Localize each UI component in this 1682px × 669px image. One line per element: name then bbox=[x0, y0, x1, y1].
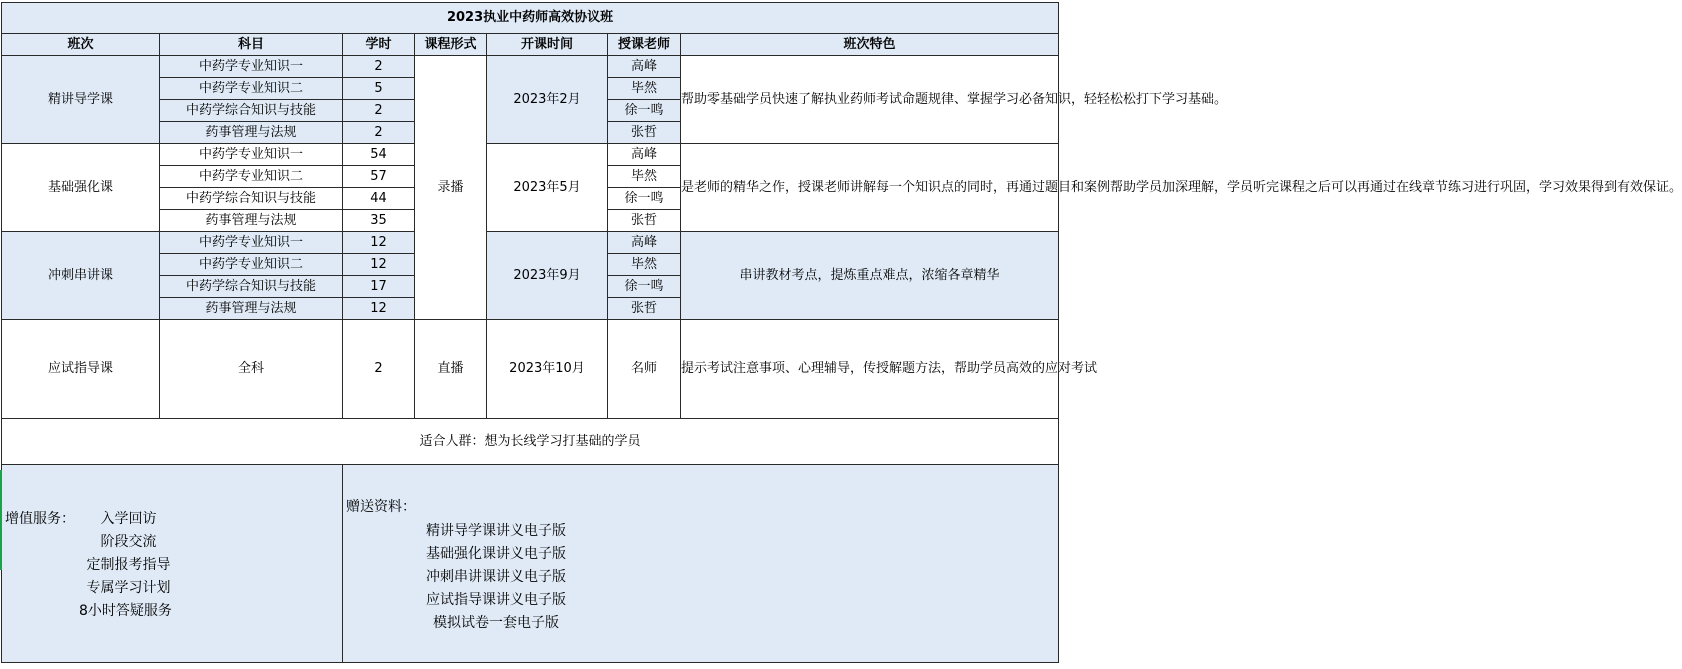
teacher-cell: 徐一鸣 bbox=[608, 188, 681, 210]
service-item: 8小时答疑服务 bbox=[79, 603, 172, 619]
subject-cell: 中药学专业知识一 bbox=[160, 56, 343, 78]
class-name: 精讲导学课 bbox=[2, 56, 160, 144]
hours-cell: 2 bbox=[343, 320, 415, 419]
gift-item: 精讲导学课讲义电子版 bbox=[426, 523, 566, 539]
hours-cell: 5 bbox=[343, 78, 415, 100]
subject-cell: 中药学综合知识与技能 bbox=[160, 188, 343, 210]
services-cell bbox=[2, 465, 343, 663]
feature-cell: 提示考试注意事项、心理辅导，传授解题方法，帮助学员高效的应对考试 bbox=[681, 320, 1059, 419]
header-subject: 科目 bbox=[160, 34, 343, 56]
gift-item: 应试指导课讲义电子版 bbox=[426, 592, 566, 608]
subject-cell: 中药学专业知识二 bbox=[160, 166, 343, 188]
subject-cell: 中药学专业知识二 bbox=[160, 78, 343, 100]
selection-edge-marker bbox=[0, 470, 2, 570]
hours-cell: 57 bbox=[343, 166, 415, 188]
teacher-cell: 张哲 bbox=[608, 298, 681, 320]
teacher-cell: 毕然 bbox=[608, 166, 681, 188]
header-class: 班次 bbox=[2, 34, 160, 56]
service-item: 专属学习计划 bbox=[86, 580, 171, 596]
start-cell: 2023年5月 bbox=[487, 144, 608, 232]
subject-cell: 药事管理与法规 bbox=[160, 210, 343, 232]
gifts-cell bbox=[343, 465, 1059, 663]
teacher-cell: 毕然 bbox=[608, 78, 681, 100]
feature-cell: 串讲教材考点，提炼重点难点，浓缩各章精华 bbox=[681, 232, 1059, 320]
subject-cell: 中药学专业知识二 bbox=[160, 254, 343, 276]
subject-cell: 全科 bbox=[160, 320, 343, 419]
teacher-cell: 徐一鸣 bbox=[608, 276, 681, 298]
hours-cell: 12 bbox=[343, 232, 415, 254]
header-teacher: 授课老师 bbox=[608, 34, 681, 56]
hours-cell: 44 bbox=[343, 188, 415, 210]
hours-cell: 2 bbox=[343, 100, 415, 122]
subject-cell: 中药学专业知识一 bbox=[160, 144, 343, 166]
hours-cell: 12 bbox=[343, 298, 415, 320]
start-cell: 2023年2月 bbox=[487, 56, 608, 144]
start-cell: 2023年9月 bbox=[487, 232, 608, 320]
teacher-cell: 张哲 bbox=[608, 210, 681, 232]
subject-cell: 中药学综合知识与技能 bbox=[160, 276, 343, 298]
course-table bbox=[1, 2, 1682, 663]
header-start: 开课时间 bbox=[487, 34, 608, 56]
audience-note: 适合人群：想为长线学习打基础的学员 bbox=[2, 419, 1059, 465]
feature-cell: 是老师的精华之作，授课老师讲解每一个知识点的同时，再通过题目和案例帮助学员加深理解，学员听完课程之后可以再通过在线章节练习进行巩固，学习效果得到有效保证。 bbox=[681, 144, 1059, 232]
service-item: 定制报考指导 bbox=[86, 557, 171, 573]
hours-cell: 35 bbox=[343, 210, 415, 232]
start-cell: 2023年10月 bbox=[487, 320, 608, 419]
hours-cell: 12 bbox=[343, 254, 415, 276]
header-hours: 学时 bbox=[343, 34, 415, 56]
feature-cell: 帮助零基础学员快速了解执业药师考试命题规律、掌握学习必备知识，轻轻松松打下学习基础。 bbox=[681, 56, 1059, 144]
hours-cell: 2 bbox=[343, 122, 415, 144]
teacher-cell: 高峰 bbox=[608, 56, 681, 78]
gift-item: 冲刺串讲课讲义电子版 bbox=[426, 569, 566, 585]
services-list bbox=[79, 508, 172, 623]
gifts-list bbox=[426, 520, 566, 635]
teacher-cell: 名师 bbox=[608, 320, 681, 419]
gift-item: 基础强化课讲义电子版 bbox=[426, 546, 566, 562]
gift-item: 模拟试卷一套电子版 bbox=[433, 615, 559, 631]
subject-cell: 中药学综合知识与技能 bbox=[160, 100, 343, 122]
table-title: 2023执业中药师高效协议班 bbox=[2, 3, 1059, 34]
format-cell-live: 直播 bbox=[415, 320, 487, 419]
service-item: 阶段交流 bbox=[100, 534, 157, 550]
header-feature: 班次特色 bbox=[681, 34, 1059, 56]
subject-cell: 药事管理与法规 bbox=[160, 298, 343, 320]
services-label: 增值服务： bbox=[5, 511, 75, 527]
teacher-cell: 高峰 bbox=[608, 144, 681, 166]
hours-cell: 54 bbox=[343, 144, 415, 166]
class-name: 冲刺串讲课 bbox=[2, 232, 160, 320]
subject-cell: 中药学专业知识一 bbox=[160, 232, 343, 254]
hours-cell: 17 bbox=[343, 276, 415, 298]
class-name: 基础强化课 bbox=[2, 144, 160, 232]
header-format: 课程形式 bbox=[415, 34, 487, 56]
hours-cell: 2 bbox=[343, 56, 415, 78]
service-item: 入学回访 bbox=[100, 511, 157, 527]
teacher-cell: 毕然 bbox=[608, 254, 681, 276]
subject-cell: 药事管理与法规 bbox=[160, 122, 343, 144]
gifts-label: 赠送资料： bbox=[346, 499, 416, 515]
teacher-cell: 高峰 bbox=[608, 232, 681, 254]
class-name: 应试指导课 bbox=[2, 320, 160, 419]
teacher-cell: 张哲 bbox=[608, 122, 681, 144]
format-cell-recorded: 录播 bbox=[415, 56, 487, 320]
teacher-cell: 徐一鸣 bbox=[608, 100, 681, 122]
